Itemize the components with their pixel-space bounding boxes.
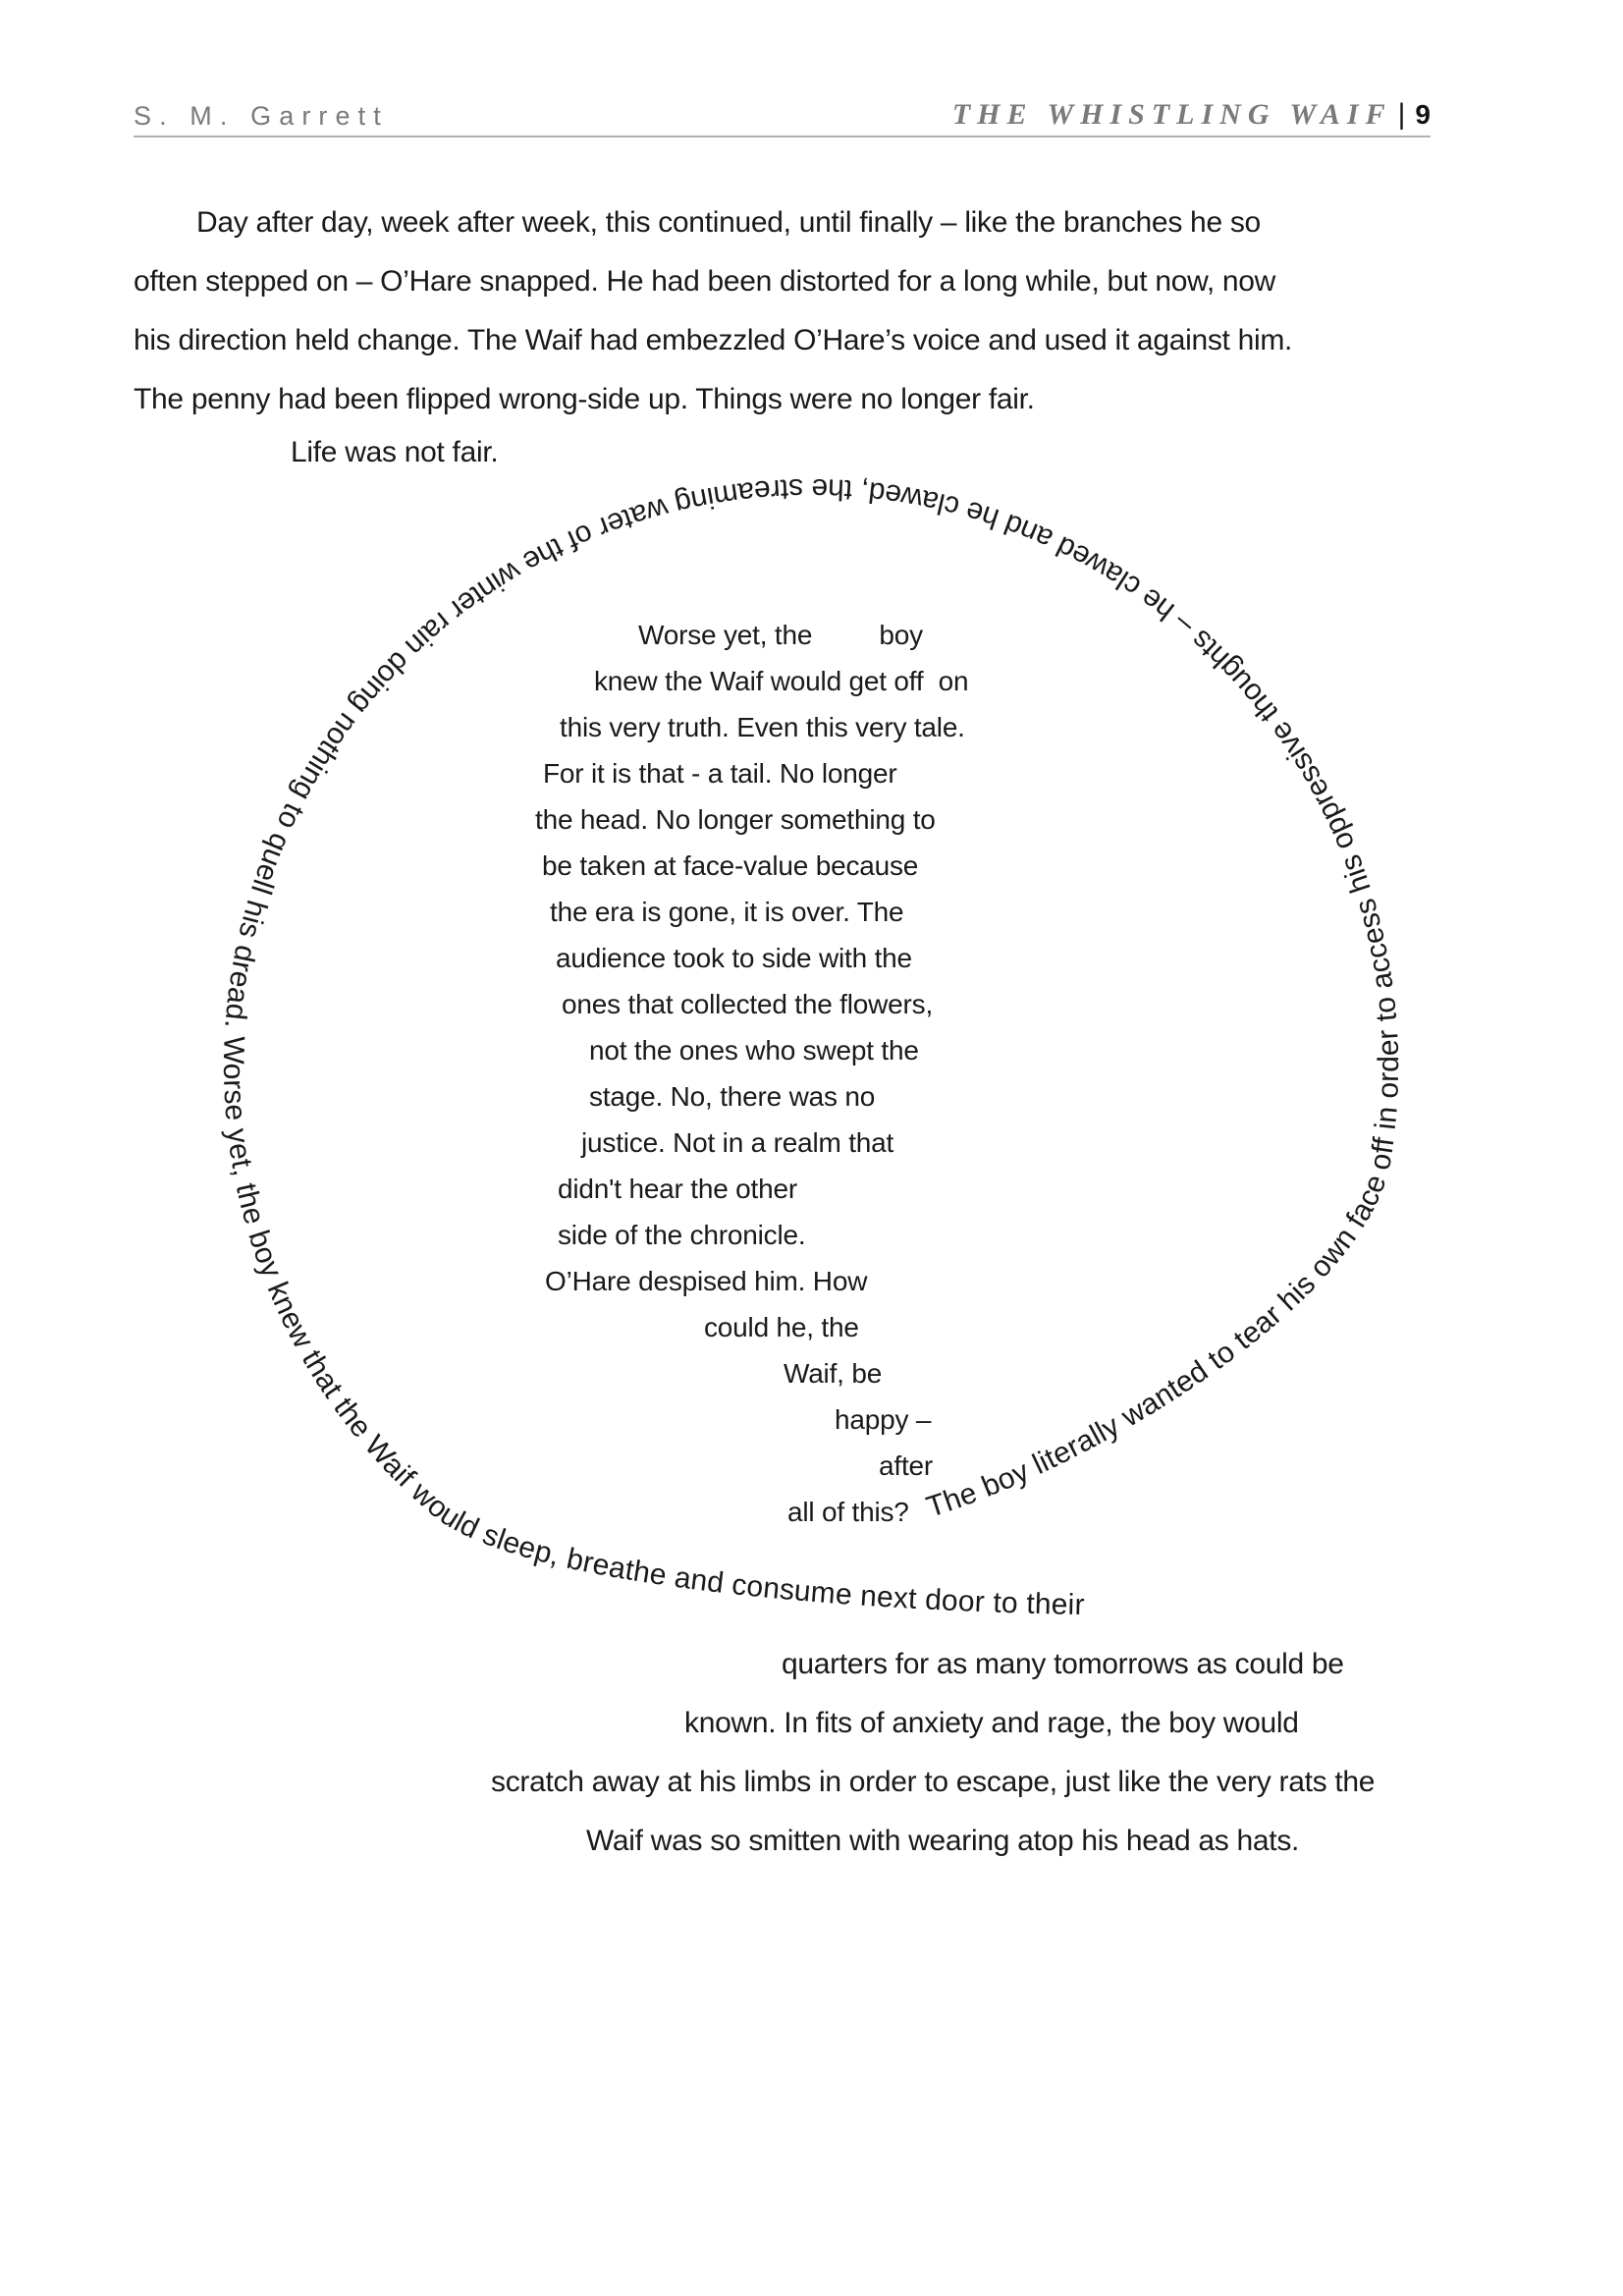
paragraph-line: The penny had been flipped wrong-side up. Things were no longer fair.: [134, 383, 1035, 415]
circle-center-line: the era is gone, it is over. The: [550, 897, 904, 927]
circle-center-line: all of this?: [787, 1497, 909, 1527]
circle-center-line: after: [879, 1450, 934, 1481]
paragraph-line: often stepped on – O’Hare snapped. He had been distorted for a long while, but now, now: [134, 265, 1276, 298]
paragraph-line: quarters for as many tomorrows as could be: [782, 1648, 1344, 1680]
circle-center-line: ones that collected the flowers,: [562, 989, 934, 1019]
paragraph-line: his direction held change. The Waif had embezzled O’Hare’s voice and used it against him.: [134, 324, 1293, 356]
circle-center-line: be taken at face-value because: [542, 850, 919, 881]
circle-center-line: didn't hear the other: [558, 1174, 797, 1204]
circle-center-line: the head. No longer something to: [535, 804, 936, 835]
circle-center-line: Waif, be: [784, 1358, 883, 1389]
circle-center-line: Worse yet, the boy: [638, 620, 923, 650]
running-header-author: S. M. Garrett: [134, 101, 389, 131]
circle-center-line: O’Hare despised him. How: [545, 1266, 868, 1296]
circle-center-line: justice. Not in a realm that: [581, 1127, 894, 1158]
circle-center-line: audience took to side with the: [556, 943, 912, 973]
running-header-book-title: THE WHISTLING WAIF: [951, 98, 1392, 131]
page-number: 9: [1415, 99, 1431, 130]
circle-center-line: For it is that - a tail. No longer: [543, 758, 897, 789]
circle-center-line: happy –: [835, 1404, 932, 1435]
ring-text: The boy literally wanted to tear his own face off in order to access his oppressive thoughts – he clawed and he clawed, the streaming water of the winter rain doing nothing to quell his dread. Worse yet, the boy knew that the Waif would sleep, breathe and consume next door to their: [216, 471, 1406, 1622]
paragraph-line: Day after day, week after week, this continued, until finally – like the branches he so: [196, 206, 1261, 239]
paragraph-line: Waif was so smitten with wearing atop his head as hats.: [586, 1825, 1300, 1857]
circle-center-line: knew the Waif would get off on: [594, 666, 969, 696]
circle-center-line: could he, the: [704, 1312, 859, 1342]
circle-center-line: stage. No, there was no: [589, 1081, 876, 1112]
circle-center-line: not the ones who swept the: [589, 1035, 919, 1066]
circle-center-line: side of the chronicle.: [558, 1220, 806, 1250]
paragraph-line: Life was not fair.: [291, 436, 499, 468]
paragraph-line: known. In fits of anxiety and rage, the boy would: [684, 1707, 1299, 1739]
header-separator: |: [1397, 98, 1406, 131]
circle-center-line: this very truth. Even this very tale.: [560, 712, 965, 742]
paragraph-line: scratch away at his limbs in order to escape, just like the very rats the: [491, 1766, 1376, 1798]
